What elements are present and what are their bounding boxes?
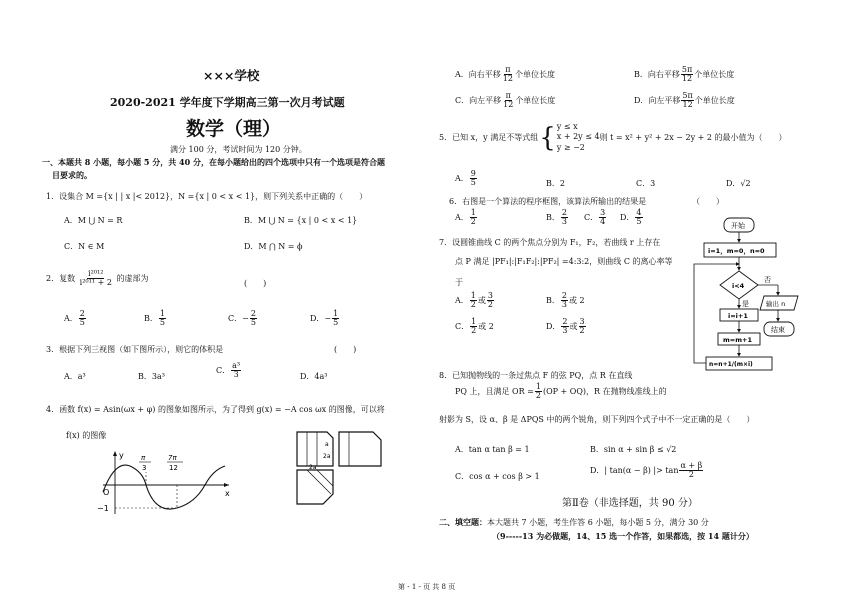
q2-fraction	[79, 270, 113, 288]
q7-d-frac2	[579, 318, 586, 336]
q2-b-num: 1	[159, 309, 165, 318]
three-view-drawing	[293, 428, 388, 508]
q4-d-pre: D．向左平移	[634, 95, 681, 105]
q7-b-num: 2	[561, 291, 567, 300]
q3-c-fraction	[231, 362, 241, 380]
q5-stem-post: 则 t = x² + y² + 2x − 2y + 2 的最小值为（ ）	[599, 133, 787, 143]
q8-line2-num: 1	[535, 382, 541, 391]
q8-d-den: 2	[688, 470, 694, 480]
q5-stem-pre: 5．已知 x，y 满足不等式组	[439, 133, 539, 143]
q8-option-c: C．cos α + cos β > 1	[455, 472, 540, 481]
q8-d-num: α + β	[680, 461, 703, 470]
tick-7pi12-den: 12	[169, 464, 178, 472]
q2-d-num: 1	[333, 309, 339, 318]
q3-paren: ( )	[334, 345, 357, 354]
q5-a-label: A．	[455, 173, 469, 183]
front-view	[297, 432, 333, 466]
q4-b-pre: B．向右平移	[634, 69, 680, 79]
top-view-diag-2	[317, 470, 333, 486]
q4-option-d	[634, 92, 735, 110]
q2-option-d	[310, 310, 340, 328]
q2-c-den: 5	[250, 318, 256, 328]
q6-paren: （ ）	[692, 197, 724, 206]
q8-option-d	[590, 462, 704, 480]
tick-pi3-den: 3	[142, 464, 147, 472]
q7-a-frac1	[470, 292, 477, 310]
top-view-diag	[307, 470, 331, 494]
flow-step1-label: i=i+1	[728, 312, 748, 320]
q3-option-c	[216, 362, 242, 380]
fill-in-note: （9-----13 为必做题，14、15 选一个作答，如果都选，按 14 题计分）	[492, 531, 754, 541]
q1-option-c: C．N ∈ M	[64, 242, 105, 251]
q7-option-a	[455, 292, 495, 310]
exam-title: 2020-2021 学年度下学期高三第一次月考试题	[110, 96, 345, 109]
q5-a-fraction	[470, 170, 477, 188]
q6-a-fraction	[470, 209, 477, 227]
q2-denominator: i²⁰¹¹ + 2	[79, 278, 112, 288]
q2-suffix: 的虚部为	[116, 273, 149, 283]
q7-d-den2: 2	[579, 326, 585, 336]
q6-b-num: 2	[561, 208, 567, 217]
q8-line2-fraction	[535, 383, 542, 401]
q1-stem: 1．设集合 M ={x | | x |< 2012}，N ={x | 0 < x < 1}，则下列关系中正确的（ ）	[46, 192, 368, 201]
q3-option-a: A．a³	[64, 372, 86, 381]
q6-d-fraction	[635, 209, 642, 227]
q1-option-d: D．M ⋂ N = ϕ	[244, 242, 303, 251]
q8-option-b: B．sin α + sin β ≤ √2	[590, 445, 677, 454]
sine-graph	[95, 448, 235, 518]
q6-stem: 6．右图是一个算法的程序框图，该算法所输出的结果是	[449, 197, 647, 206]
q4-graph-caption: f(x) 的图像	[66, 431, 107, 440]
q7-d-num1: 2	[562, 317, 568, 326]
dim-2a-1: 2a	[323, 453, 331, 460]
q6-b-fraction	[561, 209, 568, 227]
q5-option-a	[455, 170, 478, 188]
flow-start-label: 开始	[731, 222, 745, 230]
section1-instructions: 一、本题共 8 小题，每小题 5 分，共 40 分，在每小题给出的四个选项中只有一个选项是符合题	[42, 157, 385, 167]
q3-option-b: B．3a³	[138, 372, 165, 381]
q4-a-num: π	[505, 65, 511, 74]
q4-d-num: 5π	[682, 91, 693, 100]
flow-output-label: 输出 n	[766, 300, 786, 308]
q5-constraint-2: x + 2y ≤ 4	[556, 132, 600, 142]
fill-in-text: 本大题共 7 小题，考生作答 6 小题，每小题 5 分，满分 30 分	[487, 518, 709, 527]
q7-d-num2: 3	[579, 317, 585, 326]
q6-d-num: 4	[636, 208, 642, 217]
q5-option-b: B．2	[546, 179, 565, 188]
q2-a-den: 5	[79, 318, 85, 328]
q3-c-label: C．	[216, 365, 231, 375]
q6-c-num: 3	[600, 208, 606, 217]
q7-c-num: 1	[471, 317, 477, 326]
q1-option-b: B．M ⋃ N = {x | 0 < x < 1}	[244, 216, 358, 225]
q6-d-den: 5	[636, 217, 642, 227]
q4-a-pre: A．向右平移	[455, 69, 501, 79]
q7-c-post: 或 2	[478, 321, 494, 331]
q4-b-post: 个单位长度	[694, 69, 735, 79]
q2-option-c	[228, 310, 258, 328]
q3-c-den: 3	[233, 370, 239, 380]
q7-option-c	[455, 318, 494, 336]
fill-in-heading: 二、填空题：	[439, 517, 487, 527]
q7-a-frac2	[487, 292, 494, 310]
q4-stem: 4．函数 f(x) = Asin(ωx + φ) 的图象如图所示，为了得到 g(x) = −A cos ωx 的图像，可以将	[46, 405, 385, 414]
q6-option-c	[584, 209, 607, 227]
q6-b-label: B．	[546, 212, 560, 222]
q2-d-den: 5	[333, 318, 339, 328]
q8-line2-post: (OP + OQ)，R 在抛物线准线上的	[542, 386, 667, 396]
q7-a-den2: 2	[487, 300, 493, 310]
q7-c-fraction	[470, 318, 477, 336]
q5-a-num: 9	[470, 169, 476, 178]
q5-brace: {	[539, 122, 556, 153]
q4-a-den: 12	[502, 74, 513, 84]
q7-b-label: B．	[546, 295, 560, 305]
q1-option-a: A．M ⋃ N = R	[64, 216, 123, 225]
q5-constraint-3: y ≥ −2	[556, 142, 585, 152]
q2-option-b	[144, 310, 167, 328]
q7-d-den1: 3	[562, 326, 568, 336]
q8-line3: 射影为 S，设 α、β 是 ΔPQS 中的两个锐角，则下列四个式子中不一定正确的是（ ）	[439, 415, 755, 424]
q6-b-den: 3	[561, 217, 567, 227]
q7-a-den1: 2	[470, 300, 476, 310]
flow-step2-label: m=m+1	[723, 336, 752, 344]
q7-d-label: D．	[546, 321, 561, 331]
q7-option-b	[546, 292, 585, 310]
subject-title: 数学（理）	[186, 118, 282, 140]
q7-a-num1: 1	[470, 291, 476, 300]
q5-a-den: 5	[470, 178, 476, 188]
q2-c-num: 2	[250, 309, 256, 318]
q2-a-fraction	[79, 310, 86, 328]
top-view	[297, 470, 333, 504]
q8-line2-pre: PQ 上，且满足 OR =	[455, 386, 534, 396]
q8-option-a: A．tan α tan β = 1	[455, 445, 530, 454]
tick-pi3-num: π	[141, 454, 146, 462]
dim-2a-2: 2a	[309, 464, 317, 471]
q2-d-label: D．−	[310, 313, 332, 323]
q4-c-den: 12	[503, 100, 514, 110]
y-axis-arrow	[113, 451, 117, 456]
school-name: ×××学校	[203, 68, 260, 83]
q6-a-den: 2	[470, 217, 476, 227]
q8-d-pre: D．| tan(α − β) |> tan	[590, 465, 679, 475]
q2-c-label: C．−	[228, 313, 249, 323]
q5-option-c: C．3	[636, 179, 656, 188]
q6-a-num: 1	[470, 208, 476, 217]
q6-option-a	[455, 209, 478, 227]
tick-7pi12-num: 7π	[168, 454, 177, 462]
exam-meta: 满分 100 分，考试时间为 120 分钟。	[170, 145, 307, 154]
q4-a-post: 个单位长度	[514, 69, 555, 79]
flow-end-label: 结束	[771, 326, 785, 334]
q7-c-label: C．	[455, 321, 470, 331]
q6-c-label: C．	[584, 212, 599, 222]
origin-label: O	[103, 488, 110, 497]
flow-init-label: i=1，m=0，n=0	[708, 247, 765, 255]
y-axis-label: y	[119, 451, 124, 460]
fill-in-instructions	[439, 517, 709, 528]
q6-option-d	[620, 209, 644, 227]
q7-a-label: A．	[455, 295, 469, 305]
page-number: 第 - 1 - 页 共 8 页	[398, 583, 456, 591]
q4-b-num: 5π	[681, 65, 693, 74]
neg-one-label: −1	[97, 504, 109, 513]
q7-line1: 7．设圆锥曲线 C 的两个焦点分别为 F₁，F₂，若曲线 r 上存在	[439, 238, 661, 247]
flow-step3-label: n=n+1/(m×i)	[709, 361, 753, 368]
x-axis-label: x	[225, 489, 230, 498]
q7-a-mid: 或	[477, 295, 486, 305]
q4-a-fraction	[502, 66, 514, 84]
section2-title: 第Ⅱ卷（非选择题，共 90 分）	[562, 498, 698, 509]
side-view	[339, 432, 381, 466]
q4-d-den: 12	[682, 100, 693, 110]
q4-c-post: 个单位长度	[515, 95, 556, 105]
q2-option-a	[64, 310, 87, 328]
q3-option-d: D．4a³	[300, 372, 328, 381]
q2-stem	[46, 270, 148, 288]
x-axis-arrow	[224, 483, 229, 487]
q7-line2: 点 P 满足 |PF₁|:|F₁F₂|:|PF₂| =4:3:2，则曲线 C 的离心率等	[455, 257, 673, 266]
q6-d-label: D．	[620, 212, 635, 222]
q4-b-den: 12	[681, 74, 693, 84]
flowchart	[690, 212, 820, 382]
sine-curve	[103, 465, 225, 509]
q5-constraint-1: y ≤ x	[556, 122, 578, 131]
q7-d-frac1	[561, 318, 568, 336]
q6-c-den: 4	[600, 217, 606, 227]
q4-option-a	[455, 66, 555, 84]
q3-c-num: a³	[232, 361, 241, 370]
q7-option-d	[546, 318, 587, 336]
q2-c-fraction	[250, 310, 257, 328]
q4-d-fraction	[681, 92, 693, 110]
q7-line3: 于	[455, 278, 463, 287]
q7-a-num2: 3	[487, 291, 493, 300]
q6-option-b	[546, 209, 569, 227]
q5-option-d: D．√2	[726, 179, 751, 188]
q4-c-fraction	[502, 92, 514, 110]
q8-line2-den: 2	[535, 391, 541, 401]
q7-b-den: 3	[561, 300, 567, 310]
q4-d-post: 个单位长度	[694, 95, 735, 105]
q5-stem	[439, 122, 787, 153]
q7-b-fraction	[561, 292, 568, 310]
flow-condition-label: i<4	[732, 282, 745, 290]
q6-c-fraction	[599, 209, 606, 227]
q2-b-den: 5	[159, 318, 165, 328]
q2-a-num: 2	[79, 309, 85, 318]
flow-yes-label: 是	[742, 300, 749, 308]
q2-numerator: i²⁰¹²	[88, 269, 104, 278]
q4-c-num: π	[505, 91, 511, 100]
q2-prefix: 2．复数	[46, 273, 76, 283]
q4-b-fraction	[681, 66, 693, 84]
q2-paren: ( )	[244, 279, 267, 288]
q2-b-fraction	[159, 310, 166, 328]
q7-d-mid: 或	[569, 321, 578, 331]
q4-option-b	[634, 66, 734, 84]
q8-line2	[455, 383, 667, 401]
q5-constraints	[557, 122, 600, 153]
q2-a-label: A．	[64, 313, 78, 323]
q8-line1: 8．已知抛物线的一条过焦点 F 的弦 PQ，点 R 在直线	[439, 371, 633, 380]
q7-b-post: 或 2	[568, 295, 585, 305]
q3-stem: 3．根据下列三视图（如下图所示），则它的体积是	[46, 345, 224, 354]
q4-c-pre: C．向左平移	[455, 95, 502, 105]
flow-no-label: 否	[764, 276, 771, 284]
q2-d-fraction	[332, 310, 339, 328]
dim-a: a	[325, 441, 329, 448]
q8-d-fraction	[679, 462, 703, 480]
q2-b-label: B．	[144, 313, 158, 323]
q4-option-c	[455, 92, 555, 110]
q7-c-den: 2	[471, 326, 477, 336]
section1-instructions-cont: 目要求的。	[52, 170, 92, 180]
q6-a-label: A．	[455, 212, 469, 222]
